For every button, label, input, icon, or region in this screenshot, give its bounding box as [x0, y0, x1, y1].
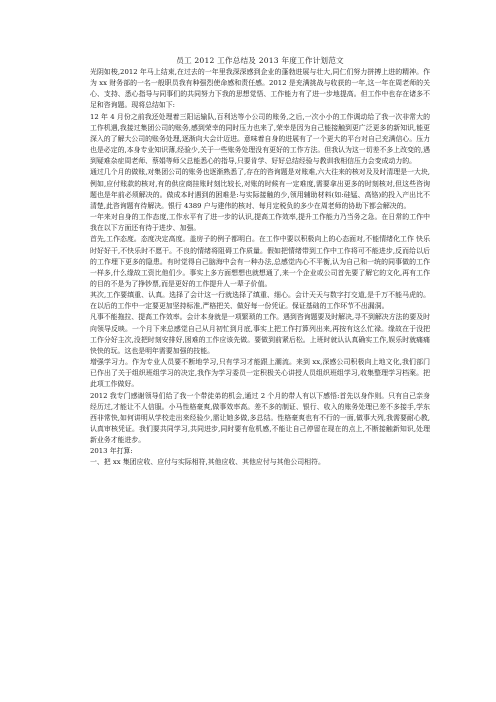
document-title: 员工 2012 工作总结及 2013 年度工作计划范文 — [176, 56, 344, 65]
paragraph-learning: 增强学习力。作为专业人员要不断地学习,只有学习才能跟上潮流。来到 xx,深感公司积极向上地文化,我们部门已作出了关于组织班组学习的决定,我作为学习委员一定积极关心讲授人员组织班组学习,收集整理学习档案。把此项工作做好。 — [90, 358, 430, 389]
paragraph-careful-work: 其次,工作要缜重、认真。选择了会计这一行就选择了缜重、细心。会计天天与数字打交道,是千万不能马虎的。在以后的工作中一定要更加坚持标准,严格把关、做好每一份凭证。保证基础的工作环节不出漏洞。 — [90, 291, 430, 311]
paragraph-job-transfer: 12 年 4 月份之前我还处理着三阳运输队,百利达等小公司的账务,之后,一次小小的工作调动给了我一次非常大的工作机遇,我接过集团公司的账务,感到荣幸的同时压力也来了,荣幸是因为自己能接触到更广泛更多的新知识,能更深入的了解大公司的账务处理,逐渐向大会计迈进。意味着自身的进展有了一个更大的平台对自己充满信心。压力也是必定的,本身专业知识薄,经验少,关于一些账务处理没有更好的工作方法。但我认为这一切差不多上改变的,遇到疑难杂症周老师、蔡娟等师父总能悉心的指导,只要肯学、好好总结经验与教训我相信压力会变成动力的。 — [90, 112, 430, 166]
paragraph-intro: 光阴如梭,2012 年马上结束,在过去的一年里我深深感到企业的蓬勃进展与壮大,同仁们努力拼搏上进的精神。作为 xx 财务部的一名一般职员我有种强烈使命感和责任感。2012 是充满挑战与收获的一年,这一年在周老师的关心、支持、悉心指导与同事们的共同努力下我的思想觉悟、工作能力有了进一步地提高。但工作中也存在诸多不足和咨询题。现将总结如下: — [90, 68, 430, 110]
paragraph-work-attitude: 首先,工作态度。态度决定高度。盖房子的例子都明白。在工作中要以积极向上的心态面对,不能情绪化工作 快乐时好好干,不快乐时不愿干。不良的情绪将阻碍工作质量。假如把情绪带到工作中工作将可不能进步,反而给以后的工作埋下更多的隐患。有时觉得自己脑海中会有一种办法,总感觉内心不平衡,认为自己和一统的同事做的工作一样多,什么缘故工资比他们少。事实上多方面想想也就想通了,来一个企业或公司首先要了解它的文化,再有工作的目的不是为了挣钞票,而是更好的工作提升人一辈子价值。 — [90, 235, 430, 288]
paragraph-plan-item-1: 一、把 xx 集团应收、应付与实际相符,其他应收、其他应付与其他公司相符。 — [90, 458, 325, 467]
paragraph-plan-heading: 2013 年打算: — [90, 447, 133, 456]
paragraph-efficiency: 凡事不能拖拉、提高工作效率。会计本身就是一项繁琐的工作。遇到咨询题要及时解决,寻不到解决方法的要及时向领导反映。一个月下来总感觉自己从月初忙到月底,事实上把工作打算列出来,再按有这么忙禄。缘故在于没把工作分好主次,没把时刻安排好,困难的工作应该先做。要做到前紧后松。上班时就认认真确实工作,娱乐时就痛痛快快的玩。这也是明年需要加强的技能。 — [90, 313, 430, 355]
paragraph-account-issues: 通过几个月的做账,对集团公司的账务也逐渐熟悉了,存在的咨询题是对账难,六大往来的核对及及时清理是一大块,例如,应付账款的核对,有的供应商挂账时刻比较长,对账的时候有一定难度,需要拿出更多的时刻核对,但这些咨询题也是年前必须解决的。做成本时遇到的困难是:与实际接触的少,领用辅助材料(如:硅锰、高铬)的投入产出比不清楚,此咨询题有待解决。银行 4389 户与建伟的核对、每月定税负的多少在周老师的协助下都会解决的。 — [90, 168, 430, 210]
paragraph-self-review: 一年来对自身的工作态度,工作水平有了进一步的认识,提高工作效率,提升工作能力乃当务之急。在日常的工作中我在以下方面还有待于进步、加强。 — [90, 213, 430, 233]
paragraph-mentoring: 2012 我专门感谢领导们给了我一个带徒弟的机会,通过 2 个月的带人有以下感悟:首先以身作则。只有自己亲身经历过,才能让不人信服。小马性格豪爽,做事效率高。差不多的制证、银行、收入的账务处理已差不多接手,学东西非常快,如何讲明从学校走出来经验少,需让她多做,多总结。性格豪爽也有不行的一面,做事大列,我需要耐心教,认真审核凭证。我们要共同学习,共同进步,同时要有危机感,不能让自己停留在现在的点上,不断接触新知识,处理新业务才能进步。 — [90, 391, 430, 445]
